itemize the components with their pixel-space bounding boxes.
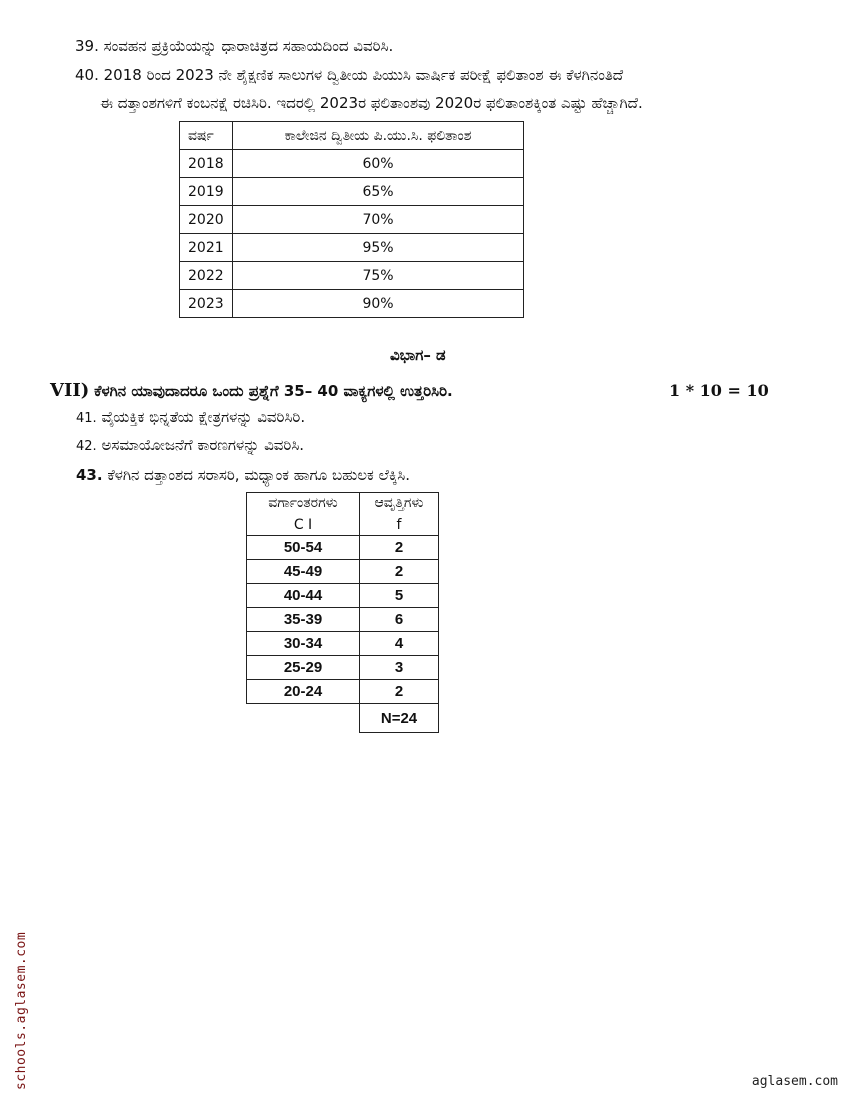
question-text: ವೈಯಕ್ತಿಕ ಭಿನ್ನತೆಯ ಕ್ಷೇತ್ರಗಳನ್ನು ವಿವರಿಸಿರಿ.: [101, 408, 306, 426]
table-header-row: [247, 493, 439, 536]
result-cell: 75%: [233, 262, 524, 290]
question-text: ಕೆಳಗಿನ ದತ್ತಾಂಶದ ಸರಾಸರಿ, ಮಧ್ಯಾಂಕ ಹಾಗೂ ಬಹುಲಕ ಲೆಕ್ಕಿಸಿ.: [107, 466, 411, 484]
ci-cell: 40-44: [247, 584, 360, 608]
header-year: ವರ್ಷ: [180, 122, 233, 150]
header-ci-label: ವರ್ಗಾಂತರಗಳು: [268, 495, 338, 511]
question-41: [76, 408, 305, 426]
table-row: [247, 536, 439, 560]
table-row: [247, 560, 439, 584]
header-frequency: [360, 493, 439, 536]
f-cell: 6: [360, 608, 439, 632]
f-cell: 2: [360, 536, 439, 560]
header-class-interval: [247, 493, 360, 536]
ci-cell: 35-39: [247, 608, 360, 632]
ci-cell: 25-29: [247, 656, 360, 680]
year-cell: 2018: [180, 150, 233, 178]
question-43: [76, 466, 410, 484]
year-cell: 2021: [180, 234, 233, 262]
question-number: 41.: [76, 411, 97, 426]
part-marks: 1 * 10 = 10: [669, 381, 769, 400]
question-number: 43.: [76, 466, 103, 484]
frequency-table: [246, 492, 439, 733]
question-text: ಅಸಮಾಯೋಜನೆಗೆ ಕಾರಣಗಳನ್ನು ವಿವರಿಸಿ.: [101, 436, 305, 454]
question-number: 40.: [75, 66, 99, 84]
header-ci-sub: C I: [293, 517, 313, 533]
question-text: 2018 ರಿಂದ 2023 ನೇ ಶೈಕ್ಷಣಿಕ ಸಾಲುಗಳ ದ್ವಿತೀಯ ಪಿಯುಸಿ ವಾರ್ಷಿಕ ಪರೀಕ್ಷೆ ಫಲಿತಾಂಶ ಈ ಕೆಳಗಿನಂತಿದೆ: [103, 66, 624, 84]
year-cell: 2023: [180, 290, 233, 318]
table-row: [180, 150, 524, 178]
table-row: [180, 262, 524, 290]
table-row: [247, 584, 439, 608]
question-40: [75, 66, 623, 84]
part-label: VII): [50, 380, 90, 401]
f-cell: 2: [360, 680, 439, 704]
f-cell: 5: [360, 584, 439, 608]
table-row: [247, 632, 439, 656]
table-header-row: [180, 122, 524, 150]
header-f-sub: f: [396, 517, 402, 533]
result-cell: 90%: [233, 290, 524, 318]
table-total-row: [247, 704, 439, 733]
result-cell: 70%: [233, 206, 524, 234]
ci-cell: 50-54: [247, 536, 360, 560]
f-cell: 3: [360, 656, 439, 680]
question-text: ಸಂವಹನ ಪ್ರಕ್ರಿಯೆಯನ್ನು ಧಾರಾಚಿತ್ರದ ಸಹಾಯದಿಂದ ವಿವರಿಸಿ.: [103, 37, 394, 55]
year-cell: 2022: [180, 262, 233, 290]
header-result: ಕಾಲೇಜಿನ ದ್ವಿತೀಯ ಪಿ.ಯು.ಸಿ. ಫಲಿತಾಂಶ: [233, 122, 524, 150]
side-watermark: schools.aglasem.com: [14, 931, 29, 1090]
header-f-label: ಆವೃತ್ತಿಗಳು: [374, 495, 424, 511]
part-7-instruction: [50, 380, 453, 401]
question-39: [75, 37, 393, 55]
ci-cell: 20-24: [247, 680, 360, 704]
f-cell: 2: [360, 560, 439, 584]
table-row: [180, 206, 524, 234]
question-40-line2: ಈ ದತ್ತಾಂಶಗಳಿಗೆ ಕಂಬನಕ್ಷೆ ರಚಿಸಿರಿ. ಇದರಲ್ಲಿ 2023ರ ಫಲಿತಾಂಶವು 2020ರ ಫಲಿತಾಂಶಕ್ಕಿಂತ ಎಷ್ಟು ಹೆಚ್ಚಾಗಿದೆ.: [100, 94, 643, 112]
year-cell: 2019: [180, 178, 233, 206]
blank-cell: [247, 704, 360, 733]
ci-cell: 45-49: [247, 560, 360, 584]
question-number: 39.: [75, 37, 99, 55]
table-row: [180, 178, 524, 206]
year-cell: 2020: [180, 206, 233, 234]
table-row: [247, 656, 439, 680]
part-instruction: ಕೆಳಗಿನ ಯಾವುದಾದರೂ ಒಂದು ಪ್ರಶ್ನೆಗೆ 35– 40 ವಾಕ್ಯಗಳಲ್ಲಿ ಉತ್ತರಿಸಿರಿ.: [94, 382, 453, 400]
section-title: ವಿಭಾಗ– ಡ: [390, 346, 446, 364]
total-cell: N=24: [360, 704, 439, 733]
result-cell: 65%: [233, 178, 524, 206]
table-row: [247, 608, 439, 632]
ci-cell: 30-34: [247, 632, 360, 656]
question-number: 42.: [76, 439, 97, 454]
table-row: [247, 680, 439, 704]
result-cell: 60%: [233, 150, 524, 178]
result-table: [179, 121, 524, 318]
table-row: [180, 290, 524, 318]
result-cell: 95%: [233, 234, 524, 262]
footer-watermark: aglasem.com: [751, 1074, 838, 1089]
question-42: [76, 436, 304, 454]
f-cell: 4: [360, 632, 439, 656]
table-row: [180, 234, 524, 262]
